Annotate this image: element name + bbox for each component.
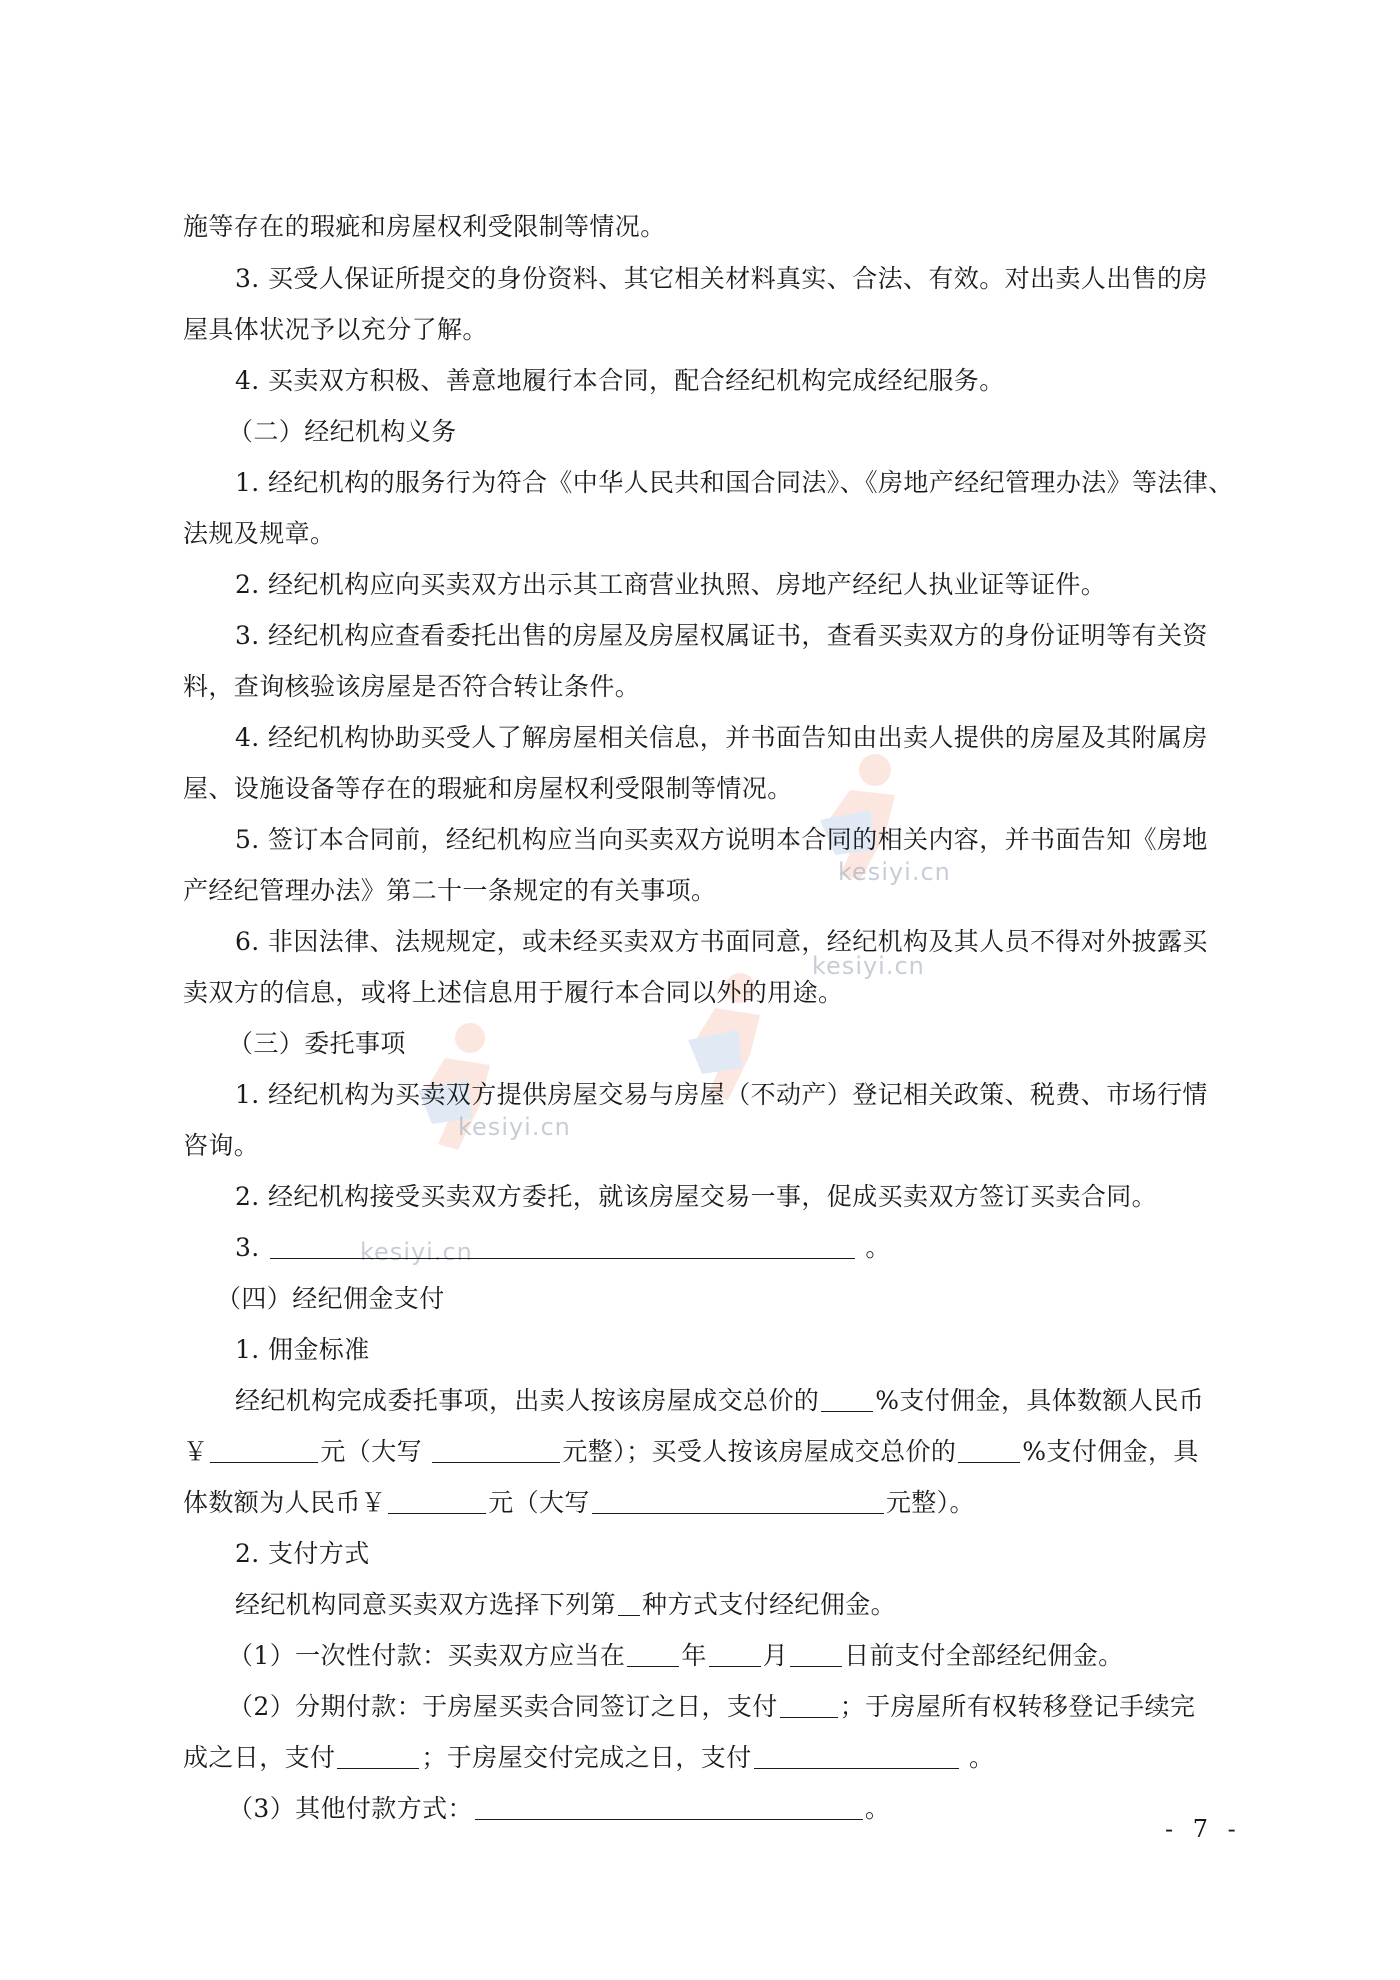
text-fragment: （2）分期付款：于房屋买卖合同签订之日，支付 <box>228 1692 778 1721</box>
text-line: 2. 支付方式 <box>235 1539 370 1568</box>
text-fragment: 经纪机构完成委托事项，出卖人按该房屋成交总价的 <box>235 1386 820 1415</box>
text-line <box>235 1385 1204 1417</box>
text-line <box>183 1742 994 1774</box>
text-fragment: 经纪机构同意买卖双方选择下列第 <box>235 1590 617 1619</box>
text-line <box>228 1691 1195 1723</box>
item-number: 3. <box>235 1233 260 1262</box>
section-heading: （二）经纪机构义务 <box>228 417 457 446</box>
text-line <box>235 1589 896 1621</box>
blank-field[interactable] <box>821 1387 873 1412</box>
text-line <box>183 1487 975 1519</box>
blank-field[interactable] <box>627 1642 679 1667</box>
text-fragment: ；于房屋交付完成之日，支付 <box>421 1743 752 1772</box>
text-fragment: 成之日，支付 <box>183 1743 336 1772</box>
text-line: 产经纪管理办法》第二十一条规定的有关事项。 <box>183 876 717 905</box>
blank-field[interactable] <box>709 1642 761 1667</box>
blank-field[interactable] <box>432 1438 560 1463</box>
text-fragment: 。 <box>864 1794 891 1823</box>
blank-field[interactable] <box>754 1744 959 1769</box>
text-fragment: （1）一次性付款：买卖双方应当在 <box>228 1641 626 1670</box>
blank-field[interactable] <box>337 1744 419 1769</box>
text-fragment: 元（大写 <box>320 1437 423 1466</box>
text-line: 屋、设施设备等存在的瑕疵和房屋权利受限制等情况。 <box>183 774 793 803</box>
text-line: 1. 佣金标准 <box>235 1335 370 1364</box>
watermark-text: kesiyi.cn <box>458 1113 571 1141</box>
watermark-text: kesiyi.cn <box>360 1238 473 1266</box>
text-line: 屋具体状况予以充分了解。 <box>183 315 488 344</box>
text-line: 3. 经纪机构应查看委托出售的房屋及房屋权属证书，查看买卖双方的身份证明等有关资 <box>235 621 1208 650</box>
blank-field[interactable] <box>958 1438 1020 1463</box>
text-fragment: 。 <box>865 1233 891 1262</box>
text-fragment: 元整）。 <box>885 1488 975 1517</box>
text-line: 6. 非因法律、法规规定，或未经买卖双方书面同意，经纪机构及其人员不得对外披露买 <box>235 927 1208 956</box>
text-line <box>228 1793 890 1825</box>
text-line <box>183 1436 1199 1468</box>
text-fragment: 体数额为人民币￥ <box>183 1488 387 1517</box>
blank-field[interactable] <box>592 1489 884 1514</box>
text-line: 施等存在的瑕疵和房屋权利受限制等情况。 <box>183 212 666 241</box>
text-line: 1. 经纪机构的服务行为符合《中华人民共和国合同法》、《房地产经纪管理办法》等法律、 <box>235 468 1234 497</box>
text-line: 2. 经纪机构应向买卖双方出示其工商营业执照、房地产经纪人执业证等证件。 <box>235 570 1107 599</box>
blank-field[interactable] <box>270 1234 855 1259</box>
blank-field[interactable] <box>388 1489 486 1514</box>
section-heading: （三）委托事项 <box>228 1029 406 1058</box>
text-fragment: 元（大写 <box>488 1488 590 1517</box>
text-line: 3. 买受人保证所提交的身份资料、其它相关材料真实、合法、有效。对出卖人出售的房 <box>235 264 1208 293</box>
text-fragment: 日前支付全部经纪佣金。 <box>844 1641 1124 1670</box>
text-fragment: 月 <box>762 1641 789 1670</box>
text-fragment: %支付佣金，具 <box>1022 1437 1199 1466</box>
text-line: 料，查询核验该房屋是否符合转让条件。 <box>183 672 641 701</box>
text-line: 5. 签订本合同前，经纪机构应当向买卖双方说明本合同的相关内容，并书面告知《房地 <box>235 825 1208 854</box>
text-line <box>228 1640 1124 1672</box>
blank-field[interactable] <box>780 1693 838 1718</box>
watermark-runner-icon <box>780 740 930 890</box>
text-line: 咨询。 <box>183 1131 260 1160</box>
blank-field[interactable] <box>790 1642 842 1667</box>
watermark-text: kesiyi.cn <box>812 952 925 980</box>
section-heading: （四）经纪佣金支付 <box>216 1284 445 1313</box>
text-fragment: （3）其他付款方式： <box>228 1794 473 1823</box>
blank-field[interactable] <box>618 1591 640 1616</box>
blank-field[interactable] <box>475 1795 863 1820</box>
text-fragment: 元整）；买受人按该房屋成交总价的 <box>562 1437 957 1466</box>
blank-field[interactable] <box>210 1438 318 1463</box>
text-fragment: ；于房屋所有权转移登记手续完 <box>839 1692 1196 1721</box>
text-line: 4. 经纪机构协助买受人了解房屋相关信息，并书面告知由出卖人提供的房屋及其附属房 <box>235 723 1208 752</box>
text-line: 4. 买卖双方积极、善意地履行本合同，配合经纪机构完成经纪服务。 <box>235 366 1005 395</box>
watermark-text: kesiyi.cn <box>838 858 951 886</box>
text-fragment: %支付佣金，具体数额人民币 <box>875 1386 1205 1415</box>
text-fragment: 种方式支付经纪佣金。 <box>642 1590 897 1619</box>
text-line: 卖双方的信息，或将上述信息用于履行本合同以外的用途。 <box>183 978 844 1007</box>
text-line: 1. 经纪机构为买卖双方提供房屋交易与房屋（不动产）登记相关政策、税费、市场行情 <box>235 1080 1208 1109</box>
page-number: - 7 - <box>1165 1815 1242 1843</box>
text-fragment: 。 <box>968 1743 995 1772</box>
text-fragment: 年 <box>681 1641 707 1670</box>
text-fragment: ￥ <box>183 1437 209 1466</box>
text-line: 法规及规章。 <box>183 519 336 548</box>
text-line <box>235 1232 891 1264</box>
text-line: 2. 经纪机构接受买卖双方委托，就该房屋交易一事，促成买卖双方签订买卖合同。 <box>235 1182 1158 1211</box>
